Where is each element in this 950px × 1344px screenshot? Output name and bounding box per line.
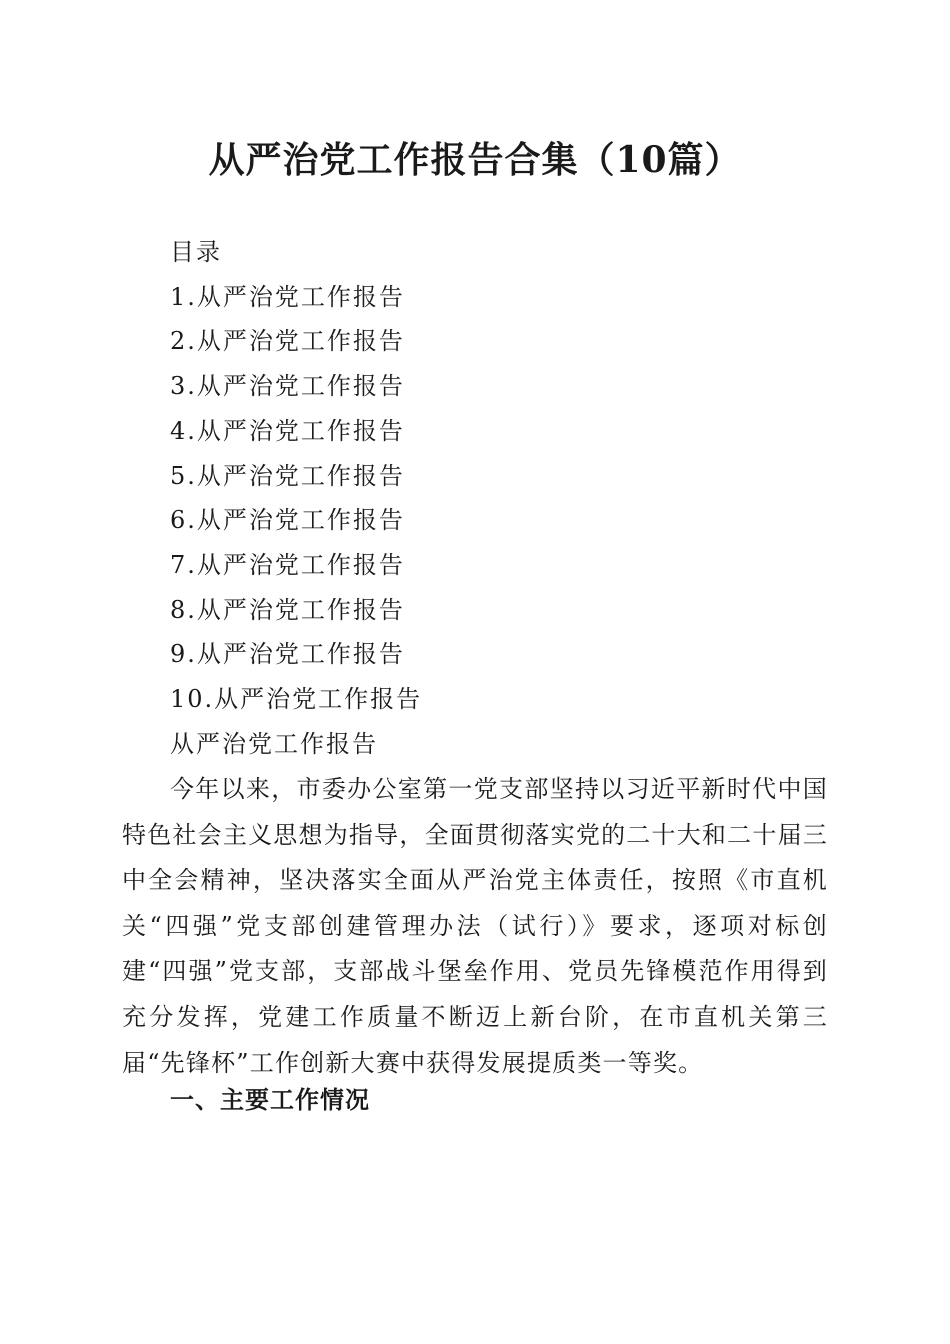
article-title: 从严治党工作报告 (170, 729, 378, 758)
toc-item: 5.从严治党工作报告 (170, 461, 405, 490)
toc-item: 9.从严治党工作报告 (170, 640, 405, 669)
document-title: 从严治党工作报告合集（10篇） (208, 139, 742, 181)
toc-heading: 目录 (170, 238, 222, 266)
toc-item: 7.从严治党工作报告 (170, 550, 405, 579)
section-heading: 一、主要工作情况 (170, 1086, 370, 1114)
toc-item: 4.从严治党工作报告 (170, 416, 405, 445)
toc-item: 10.从严治党工作报告 (170, 685, 423, 714)
toc-item: 6.从严治党工作报告 (170, 506, 405, 535)
body-paragraph: 今年以来，市委办公室第一党支部坚持以习近平新时代中国特色社会主义思想为指导，全面贯彻落实党的二十大和二十届三中全会精神，坚决落实全面从严治党主体责任，按照《市直机关“四强”党支部创建管理办法（试行）》要求，逐项对标创建“四强”党支部，支部战斗堡垒作用、党员先锋模范作用得到充分发挥，党建工作质量不断迈上新台阶，在市直机关第三届“先锋杯”工作创新大赛中获得发展提质类一等奖。 (122, 775, 828, 1077)
toc-item: 1.从严治党工作报告 (170, 282, 405, 311)
table-of-contents (170, 230, 850, 766)
toc-item: 8.从严治党工作报告 (170, 595, 405, 624)
toc-item: 2.从严治党工作报告 (170, 327, 405, 356)
toc-item: 3.从严治党工作报告 (170, 372, 405, 401)
